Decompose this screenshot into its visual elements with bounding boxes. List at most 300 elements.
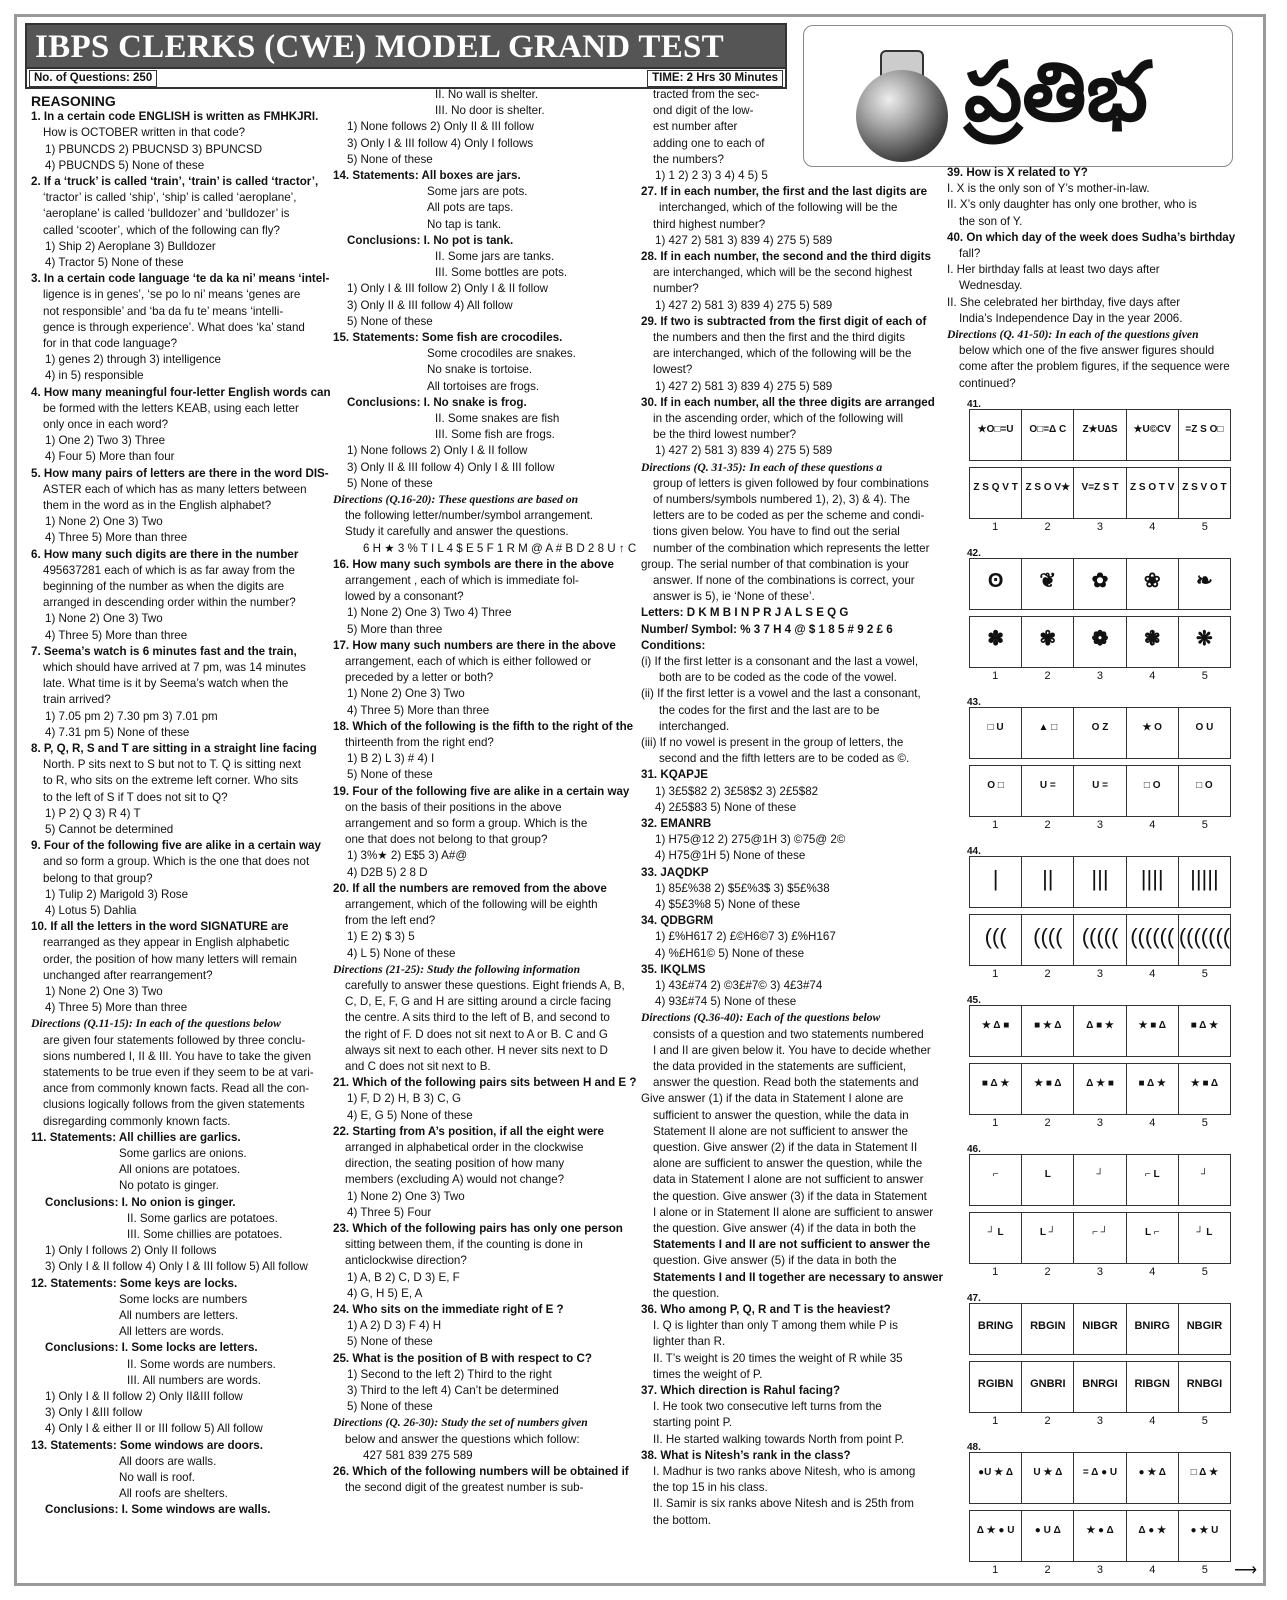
answer-label: 5 [1201,968,1208,980]
col1-line: Some garlics are onions. [119,1147,247,1160]
figure-cell: ■ Δ ★ [970,1064,1022,1114]
col3-line: I. He took two consecutive left turns from the [653,1400,882,1414]
figure-cell: Z S O T V [1127,468,1179,518]
col1-line: All onions are potatoes. [119,1163,241,1177]
figure-cell: ((( [970,915,1022,965]
col1-line: 1) Only I follows 2) Only II follows [45,1244,217,1258]
col1-line: ‘tractor’ is called ‘ship’, ‘ship’ is called ‘aeroplane’, [43,191,297,205]
col3-line: interchanged, which of the following will be the [659,201,898,215]
col1-line: statements to be true even if they seem to be at vari- [43,1066,314,1079]
col2-line: 3) Only II & III follow 4) Only I & III follow [347,460,555,474]
figure-cell: |||| [1127,857,1179,907]
col2-line: 4) Three 5) More than three [347,703,490,717]
col3-line: question. Give answer (5) if the data in both the [653,1254,897,1268]
answer-label: 1 [992,521,999,533]
col2-line: 1) 3%★ 2) E$5 3) A#@ [347,849,468,863]
figure-cell: ❧ [1196,570,1213,592]
col3-line: II. He started walking towards North from point P. [653,1432,905,1446]
figure-cell: ❃ [1127,617,1179,667]
col1-line: 1) Ship 2) Aeroplane 3) Bulldozer [45,239,216,253]
figure-cell: ▲ □ [1022,708,1074,758]
figure-cell: Δ ■ ★ [1074,1006,1126,1056]
col2-line: 1) Only I & III follow 2) Only I & II follow [347,282,549,296]
figure-cell: ● ★ Δ [1127,1453,1179,1503]
col1-line: called ‘scooter’, which of the following can fly? [43,223,280,237]
col4-line: below which one of the five answer figures should [959,344,1215,358]
col1-line: arranged in descending order within the number? [43,596,296,610]
figure-cell: = Δ ● U [1074,1453,1126,1503]
col2-line: sitting between them, if the counting is done in [345,1238,583,1252]
col2-line: 1) Second to the left 2) Third to the right [347,1367,552,1381]
col1-line: 1) 7.05 pm 2) 7.30 pm 3) 7.01 pm [45,709,218,723]
col2-line: 19. Four of the following five are alike in a certain way [333,784,630,798]
col2-line: 1) None follows 2) Only II & III follow [347,120,534,134]
answer-label: 4 [1149,1564,1156,1576]
col1-line: 4) in 5) responsible [45,369,144,383]
answer-label: 2 [1044,1266,1051,1278]
col1-line: 4. How many meaningful four-letter English words can [31,385,331,399]
figure-cell: ■ Δ ★ [1190,1020,1219,1031]
figure-cell: L [1022,1155,1074,1205]
col3-line: 4) $5£3%8 5) None of these [655,898,801,911]
answer-label: 3 [1096,1415,1104,1427]
continue-arrow-icon: ⟶ [1234,1561,1257,1579]
col2-line: arrangement , each of which is immediate fol- [345,574,579,587]
col2-line: 1) None follows 2) Only I & II follow [347,444,528,458]
col3-line: II. Samir is six ranks above Nitesh and is 25th from [653,1497,914,1511]
col2-line: and C does not sit next to B. [345,1060,491,1073]
answer-figures [969,467,1231,519]
figure-cell: ⌐ ┘ [1074,1213,1126,1263]
col3-line: the numbers and then the first and the third digits [653,331,905,344]
answer-label: 4 [1149,670,1156,682]
col1-line: 4) Tractor 5) None of these [45,256,184,269]
figure-cell: □ O [1127,766,1179,816]
col2-line: 15. Statements: Some fish are crocodiles. [333,331,563,344]
col1-line: are given four statements followed by three conclu- [43,1033,306,1047]
answer-label: 4 [1149,1266,1156,1278]
col1-line: 5. How many pairs of letters are there in the word DIS- [31,466,329,480]
col3-line: the numbers? [653,152,724,166]
figure-cell: RGIBN [970,1362,1022,1412]
col4-line: I. X is the only son of Y’s mother-in-law. [947,182,1150,196]
col1-line: Directions (Q.11-15): In each of the questions below [31,1017,281,1031]
col2-line: anticlockwise direction? [345,1254,467,1268]
figure-cell: □ U [970,708,1022,758]
col2-line: II. No wall is shelter. [435,88,539,101]
figure-cell: ✾ [1022,617,1074,667]
figure-cell: Z S Q V T [970,468,1022,518]
col4-line: come after the problem figures, if the sequence were [959,360,1230,374]
col1-line: beginning of the number as when the digits are [43,580,285,593]
figure-cell: Z★U∆S [1074,410,1126,460]
col3-line: Statements I and II together are necessary to answer [653,1270,943,1284]
col3-line: 1) H75@12 2) 275@1H 3) ©75@ 2© [655,833,846,847]
col3-line: I. Q is lighter than only T among them while P is [653,1319,898,1333]
figure-cell: Δ ● ★ [1127,1511,1179,1561]
col3-line: answer the question. Read both the statements and [653,1076,919,1090]
col2-line: from the left end? [345,914,436,928]
col1-line: 4) Three 5) More than three [45,531,188,545]
answer-label: 1 [992,1415,999,1427]
col2-line: 4) G, H 5) E, A [347,1286,423,1300]
figure-number: 41. [967,399,981,410]
col1-line: 11. Statements: All chillies are garlics. [31,1130,241,1144]
answer-label: 5 [1201,670,1208,682]
col3-line: group of letters is given followed by four combinations [653,476,929,490]
answer-label: 3 [1096,1564,1104,1576]
col1-line: ligence is in genes’, ‘se po lo ni’ means ‘genes are [43,288,301,302]
col2-line: the centre. A sits third to the left of B, and second to [345,1011,610,1025]
col1-line: 1) Only I & II follow 2) Only II&III follow [45,1390,243,1403]
col2-line: 3) Only II & III follow 4) All follow [347,298,513,312]
col1-line: 1) PBUNCDS 2) PBUCNSD 3) BPUNCSD [45,142,263,156]
col4-line: Directions (Q. 41-50): In each of the questions given [947,328,1199,341]
answer-label: 3 [1096,1266,1104,1278]
answer-label: 1 [992,819,999,831]
col1-line: 1) None 2) One 3) Two [45,985,163,998]
answer-label: 1 [992,670,999,682]
col3-line: data in Statement I alone are not sufficient to answer [653,1173,924,1187]
col2-line: 25. What is the position of B with respect to C? [333,1351,592,1365]
figure-cell: O□=Δ C [1022,410,1074,460]
figure-cell: O Z [1074,708,1126,758]
header-info-bar [27,67,785,87]
col2-line: 1) None 2) One 3) Two [347,1189,465,1203]
col3-line: tions given below. You have to find out the serial [653,525,900,539]
col3-line: 1) 427 2) 581 3) 839 4) 275 5) 589 [655,298,833,312]
col1-line: 9. Four of the following five are alike in a certain way [31,839,321,853]
col3-line: letters are to be coded as per the scheme and condi- [653,509,925,523]
answer-label: 2 [1044,521,1051,533]
answer-labels [969,1266,1231,1278]
col1-line: not responsible’ and ‘ba da fu te’ means ‘intelli- [43,304,284,318]
col3-line: 33. JAQDKP [641,865,709,879]
col1-line: 1) None 2) One 3) Two [45,612,163,626]
col2-line: Directions (21-25): Study the following information [333,962,581,976]
globe-icon [856,70,948,162]
col1-line: II. Some garlics are potatoes. [127,1211,278,1225]
col2-line: 24. Who sits on the immediate right of E ? [333,1303,564,1316]
col3-line: alone are sufficient to answer the question, while the [653,1157,923,1171]
col3-line: Give answer (1) if the data in Statement I alone are [641,1092,904,1106]
figure-cell: ★O□=U [970,410,1022,460]
col3-line: 36. Who among P, Q, R and T is the heaviest? [641,1303,891,1316]
col2-line: 5) None of these [347,476,433,490]
figure-cell: ✿ [1074,559,1126,609]
col3-line: of numbers/symbols numbered 1), 2), 3) & 4). The [653,493,910,506]
col2-line: Some jars are pots. [427,185,528,199]
col3-line: the data provided in the statements are sufficient, [653,1060,907,1073]
col3-line: 1) 85£%38 2) $5£%3$ 3) $5£%38 [655,881,830,895]
col1-line: for in that code language? [43,337,178,350]
col2-line: carefully to answer these questions. Eight friends A, B, [345,979,625,992]
col1-line: 1) One 2) Two 3) Three [45,434,166,448]
col1-line: 4) Only I & either II or III follow 5) All follow [45,1422,263,1436]
answer-label: 3 [1096,819,1104,831]
col3-line: 38. What is Nitesh’s rank in the class? [641,1448,851,1462]
col3-line: 37. Which direction is Rahul facing? [641,1384,841,1397]
figure-cell: Z S V O T [1182,482,1227,493]
figure-cell: ★ ■ Δ [1190,1078,1219,1089]
col3-line: sufficient to answer the question, while the data in [653,1108,909,1122]
col2-line: All tortoises are frogs. [427,379,540,393]
col1-line: which should have arrived at 7 pm, was 14 minutes [43,661,306,674]
col3-line: third highest number? [653,217,766,231]
col1-line: 6. How many such digits are there in the number [31,547,299,561]
col3-line: (ii) If the first letter is a vowel and the last a consonant, [641,687,921,701]
answer-figures [969,616,1231,668]
answer-label: 2 [1044,1117,1051,1129]
figure-cell: BRING [970,1304,1022,1354]
answer-label: 3 [1096,521,1104,533]
col3-line: the question. [653,1286,720,1300]
col2-line: II. Some snakes are fish [435,412,560,425]
col2-line: always sit next to each other. H never sits next to D [345,1043,608,1057]
time-limit: TIME: 2 Hrs 30 Minutes [647,70,783,87]
figure-cell: =Z S O□ [1185,424,1224,435]
col4-line: 39. How is X related to Y? [947,166,1088,179]
col1-line: late. What time is it by Seema’s watch when the [43,677,289,691]
col2-line: 3) Third to the left 4) Can’t be determined [347,1384,559,1397]
answer-label: 1 [992,968,999,980]
col1-line: clusions logically follows from the given statements [43,1098,305,1112]
col3-line: number of the combination which represents the letter [653,541,930,555]
col3-line: 32. EMANRB [641,817,712,830]
answer-label: 3 [1096,670,1104,682]
col3-line: answer is 5), ie ‘None of these’. [653,590,815,604]
col2-line: the second digit of the greatest number is sub- [345,1481,584,1495]
answer-figures [969,1361,1231,1413]
answer-labels [969,968,1231,980]
col3-line: 34. QDBGRM [641,914,714,928]
col4-line: II. X’s only daughter has only one brother, who is [947,198,1197,212]
figure-cell: ● ★ U [1190,1525,1219,1536]
col2-line: preceded by a letter or both? [345,671,494,685]
col4-line: II. She celebrated her birthday, five days after [947,295,1181,309]
col1-line: to the left of S if T does not sit to Q? [43,790,228,804]
col3-line: Statement II alone are not sufficient to answer the [653,1124,909,1138]
col2-line: 1) None 2) One 3) Two 4) Three [347,606,512,620]
col2-line: III. No door is shelter. [435,104,545,118]
col2-line: 5) None of these [347,1400,433,1414]
col2-line: II. Some jars are tanks. [435,250,555,263]
answer-labels [969,819,1231,831]
header-banner [25,23,787,89]
col4-line: fall? [959,247,981,260]
col1-line: II. Some words are numbers. [127,1357,276,1371]
col1-line: 1) Tulip 2) Marigold 3) Rose [45,887,189,901]
figure-cell: ┘ [1200,1169,1208,1180]
figure-number: 47. [967,1293,981,1304]
col1-line: 8. P, Q, R, S and T are sitting in a straight line facing [31,742,317,755]
col3-line: group. The serial number of that combination is your [641,557,909,571]
col3-line: I alone or in Statement II alone are sufficient to answer [653,1205,934,1219]
col2-line: 14. Statements: All boxes are jars. [333,169,521,182]
col3-line: lowest? [653,363,693,377]
col2-line: below and answer the questions which follow: [345,1432,580,1446]
figure-cell: | [970,857,1022,907]
col2-line: 1) F, D 2) H, B 3) C, G [347,1092,462,1106]
col1-line: III. All numbers are words. [127,1373,262,1387]
col2-line: the following letter/number/symbol arrangement. [345,509,594,523]
col1-line: ance from commonly known facts. Read all the con- [43,1082,310,1096]
problem-figures [969,1303,1231,1355]
figure-cell: ┘ [1074,1155,1126,1205]
col2-line: 1) B 2) L 3) # 4) I [347,752,435,766]
answer-label: 2 [1044,968,1051,980]
col3-line: the bottom. [653,1513,712,1527]
col1-line: III. Some chillies are potatoes. [127,1228,283,1241]
col3-line: 27. If in each number, the first and the last digits are [641,185,928,199]
figure-cell: U = [1074,766,1126,816]
figure-cell: V=Z S T [1074,468,1126,518]
answer-label: 1 [992,1564,999,1576]
col1-line: 1) genes 2) through 3) intelligence [45,353,221,367]
col1-line: train arrived? [43,693,111,707]
col1-line: 4) PBUCNDS 5) None of these [45,158,205,172]
col3-line: Letters: D K M B I N P R J A L S E Q G [641,606,849,620]
col3-line: the question. Give answer (3) if the data in Statement [653,1189,927,1203]
col1-line: 3) Only I &III follow [45,1406,143,1420]
col2-line: C, D, E, F, G and H are sitting around a circle facing [345,995,612,1009]
col1-line: order, the position of how many letters will remain [43,952,297,966]
col2-line: 1) A 2) D 3) F 4) H [347,1319,442,1333]
answer-labels [969,670,1231,682]
figure-cell: ||| [1074,857,1126,907]
col3-line: Statements I and II are not sufficient to answer the [653,1238,931,1252]
col1-line: 4) 7.31 pm 5) None of these [45,725,190,739]
figure-cell: ■ Δ ★ [1127,1064,1179,1114]
col2-line: 5) More than three [347,622,443,636]
figure-cell: RNBGI [1186,1378,1223,1390]
col1-line: disregarding commonly known facts. [43,1114,231,1128]
col1-line: No wall is roof. [119,1471,196,1484]
figure-cell: ❀ [1127,559,1179,609]
col1-line: All letters are words. [119,1325,225,1339]
col2-line: Conclusions: I. No pot is tank. [347,233,514,247]
col1-line: 3) Only I & II follow 4) Only I & III follow 5) All follow [45,1260,308,1274]
col2-line: Study it carefully and answer the questions. [345,525,569,539]
col4-line: the son of Y. [959,214,1023,228]
question-count: No. of Questions: 250 [29,70,157,87]
figure-number: 44. [967,846,981,857]
figure-cell: ((((((( [1178,924,1231,949]
col2-line: 1) None 2) One 3) Two [347,687,465,701]
figure-cell: ((((( [1074,915,1126,965]
answer-label: 5 [1201,1266,1208,1278]
col3-line: 1) 427 2) 581 3) 839 4) 275 5) 589 [655,379,833,393]
page [14,14,1266,1586]
col3-line: 28. If in each number, the second and the third digits [641,250,931,263]
col3-line: starting point P. [653,1416,733,1430]
answer-label: 5 [1201,1564,1208,1576]
figure-cell: ●U ★ Δ [970,1453,1022,1503]
answer-label: 2 [1044,670,1051,682]
figure-cell: GNBRI [1022,1362,1074,1412]
col2-line: thirteenth from the right end? [345,736,494,749]
col3-line: be the third lowest number? [653,428,797,442]
col2-line: III. Some fish are frogs. [435,428,555,442]
figure-cell: ⌐ L [1127,1155,1179,1205]
col1-line: All roofs are shelters. [119,1487,228,1501]
col1-line: 4) Three 5) More than three [45,1001,188,1015]
answer-labels [969,1415,1231,1427]
figure-cell: ★U©CV [1127,410,1179,460]
col2-line: 4) Three 5) Four [347,1205,432,1219]
col1-line: 1) P 2) Q 3) R 4) T [45,806,141,820]
problem-figures [969,1005,1231,1057]
problem-figures [969,707,1231,759]
col1-line: to R, who sits on the extreme left corner. Who sits [43,774,299,788]
col3-line: lighter than R. [653,1335,726,1349]
col1-line: 4) Four 5) More than four [45,450,175,464]
figure-number: 46. [967,1144,981,1155]
col2-line: the right of F. D does not sit next to A or B. C and G [345,1027,608,1041]
figure-cell: ||||| [1190,866,1219,891]
answer-label: 2 [1044,819,1051,831]
problem-figures [969,558,1231,610]
figure-cell: || [1022,857,1074,907]
problem-figures [969,856,1231,908]
col1-line: All numbers are letters. [119,1309,239,1322]
col3-line: 1) 427 2) 581 3) 839 4) 275 5) 589 [655,444,833,458]
col3-line: answer. If none of the combinations is correct, your [653,574,915,587]
problem-figures [969,1452,1231,1504]
col3-line: 4) %£H61© 5) None of these [655,946,805,960]
col1-line: and so form a group. Which is the one that does not [43,855,310,869]
figure-cell: ❦ [1022,559,1074,609]
col1-line: No potato is ginger. [119,1179,219,1193]
figure-cell: ★ ■ Δ [1127,1006,1179,1056]
col1-line: 13. Statements: Some windows are doors. [31,1438,263,1452]
col2-line: 4) D2B 5) 2 8 D [347,865,428,879]
col2-line: members (excluding A) would not change? [345,1173,565,1187]
col2-line: No tap is tank. [427,217,502,231]
col1-line: rearranged as they appear in English alphabetic [43,936,290,950]
col2-line: All pots are taps. [427,201,514,215]
answer-label: 1 [992,1117,999,1129]
col1-line: REASONING [31,93,116,109]
col2-line: 22. Starting from A’s position, if all the eight were [333,1124,604,1138]
col2-line: Conclusions: I. No snake is frog. [347,395,527,409]
col3-line: second and the fifth letters are to be coded as ©. [659,752,910,766]
col2-line: 1) A, B 2) C, D 3) E, F [347,1270,460,1284]
col2-line: 16. How many such symbols are there in the above [333,557,614,571]
col1-line: North. P sits next to S but not to T. Q is sitting next [43,758,301,772]
col2-line: 1) E 2) $ 3) 5 [347,930,415,944]
figure-cell: Δ ★ ■ [1074,1064,1126,1114]
col1-line: Conclusions: I. Some windows are walls. [45,1503,271,1517]
col1-line: sions numbered I, II & III. You have to take the given [43,1049,312,1063]
figure-cell: ʘ [970,559,1022,609]
answer-figures [969,765,1231,817]
figure-cell: L ⌐ [1127,1213,1179,1263]
col2-line: 5) None of these [347,314,433,328]
col2-line: 20. If all the numbers are removed from the above [333,881,607,895]
figure-cell: ❋ [1196,628,1213,650]
figure-cell: ✽ [970,617,1022,667]
answer-label: 3 [1096,968,1104,980]
answer-label: 2 [1044,1415,1051,1427]
col2-line: No snake is tortoise. [427,363,533,377]
col1-line: 7. Seema’s watch is 6 minutes fast and the train, [31,644,297,658]
figure-cell: □ Δ ★ [1190,1467,1219,1478]
col2-line: arrangement, which of the following will be eighth [345,898,598,911]
answer-figures [969,1063,1231,1115]
figure-cell: U = [1022,766,1074,816]
col3-line: consists of a question and two statements numbered [653,1027,924,1041]
